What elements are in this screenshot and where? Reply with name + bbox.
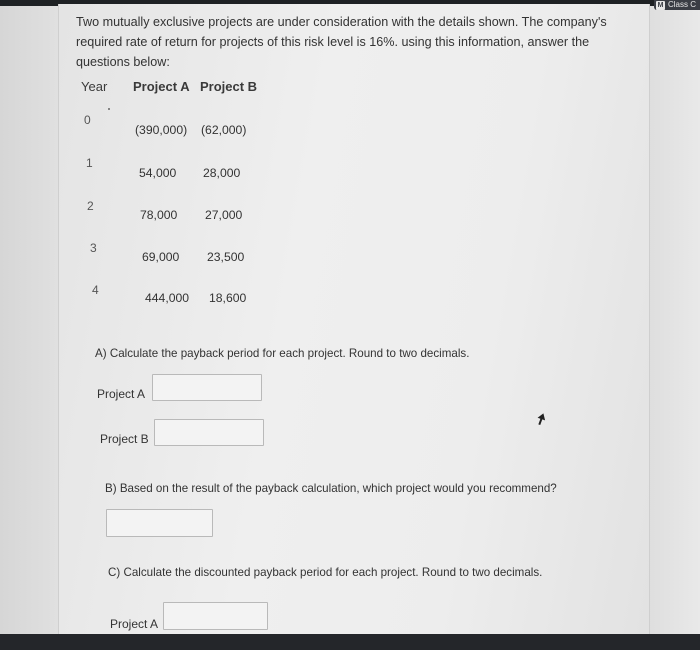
header-year: Year [81,79,108,94]
table-cell-project-b: (62,000) [201,123,247,137]
question-page [58,4,650,634]
table-row-year: 2 [87,199,94,213]
payback-project-a-input[interactable] [152,374,262,401]
table-cell-project-b: 27,000 [205,208,243,222]
class-logo-icon: M [657,1,664,9]
table-cell-project-a: 69,000 [142,250,180,264]
table-row-year: 4 [92,283,99,297]
part-c-project-a-label: Project A [110,617,159,631]
recommendation-input[interactable] [106,509,213,537]
question-intro: Two mutually exclusive projects are under consideration with the details shown. The company's required rate of return for projects of this risk level is 16%. using this information, answer the questions below: [76,15,607,69]
part-a-project-b-label: Project B [100,432,149,446]
part-c-prompt: C) Calculate the discounted payback period for each project. Round to two decimals. [108,566,543,579]
table-row-year: 0 [84,113,91,127]
left-margin [0,6,58,634]
header-project-a: Project A [133,79,190,94]
table-cell-project-a: 444,000 [145,291,190,305]
stray-dot [108,108,110,110]
table-cell-project-a: 54,000 [139,166,177,180]
class-badge-label: Class C [667,0,696,9]
discounted-payback-project-a-input[interactable] [163,602,268,630]
part-a-prompt: A) Calculate the payback period for each project. Round to two decimals. [95,347,470,360]
part-a-project-a-label: Project A [97,387,146,401]
part-b-prompt: B) Based on the result of the payback calculation, which project would you recommend? [105,482,557,495]
table-cell-project-b: 18,600 [209,291,247,305]
table-cell-project-a: (390,000) [135,123,188,137]
right-margin [648,4,700,634]
table-cell-project-b: 23,500 [207,250,245,264]
table-row-year: 1 [86,156,93,170]
bottom-bar [0,634,700,650]
mouse-cursor-icon [536,413,546,427]
table-row-year: 3 [90,241,97,255]
table-cell-project-b: 28,000 [203,166,241,180]
class-badge[interactable] [654,0,700,10]
payback-project-b-input[interactable] [154,419,264,446]
table-cell-project-a: 78,000 [140,208,178,222]
header-project-b: Project B [200,79,258,94]
